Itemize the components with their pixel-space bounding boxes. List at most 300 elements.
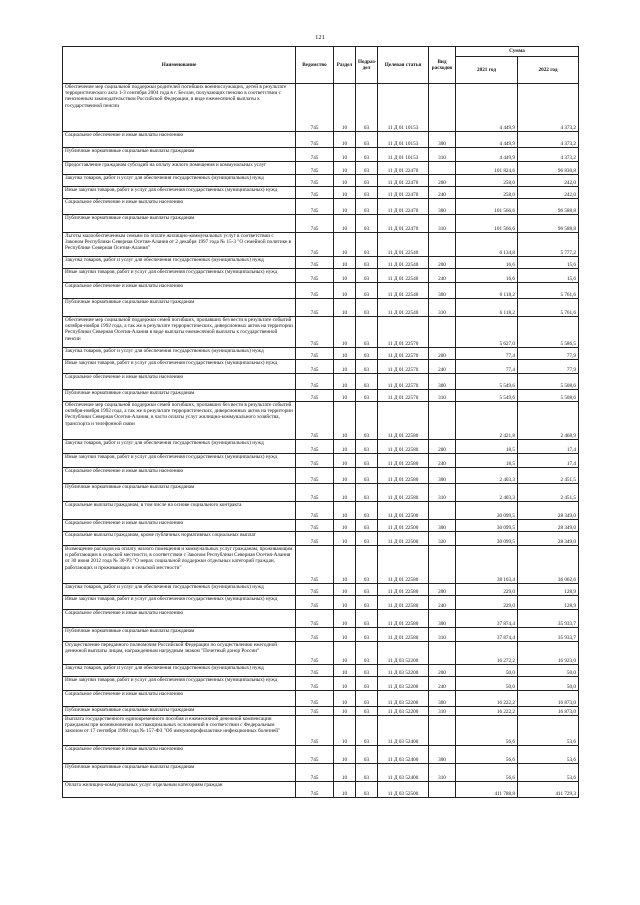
row-name: Закупка товаров, работ и услуг для обеспечения государственных (муниципальных) нужд: [63, 348, 296, 360]
row-subsection: 03: [356, 233, 378, 257]
row-section: 10: [334, 199, 356, 215]
row-type: 240: [429, 269, 456, 283]
row-sum-2022: 50,0: [518, 665, 579, 677]
row-sum-2021: 258,0: [456, 175, 518, 187]
row-sum-2021: 77,4: [456, 348, 518, 360]
row-type: 300: [429, 691, 456, 707]
row-article: 11 Д 01 22500: [378, 502, 429, 520]
row-sum-2021: 38 103,4: [456, 546, 518, 584]
row-subsection: 03: [356, 440, 378, 454]
row-subsection: 03: [356, 215, 378, 233]
col-header-sum: Сумма: [456, 47, 579, 57]
row-section: 10: [334, 215, 356, 233]
row-sum-2022: 5 508,6: [518, 390, 579, 402]
row-ministry: 745: [296, 440, 334, 454]
row-sum-2022: 35 933,7: [518, 610, 579, 628]
table-row: [63, 707, 579, 716]
row-sum-2021: 56,6: [456, 716, 518, 746]
row-article: 11 Д 01 10153: [378, 148, 429, 162]
row-article: 11 Д 01 22540: [378, 283, 429, 299]
row-type: [429, 502, 456, 520]
row-sum-2022: 77,9: [518, 360, 579, 374]
row-ministry: 745: [296, 257, 334, 269]
row-name: Публичные нормативные социальные выплаты гражданам: [63, 484, 296, 502]
row-article: 11 Д 01 22580: [378, 584, 429, 596]
row-subsection: 03: [356, 348, 378, 360]
row-type: 310: [429, 148, 456, 162]
row-sum-2021: 5 627,0: [456, 317, 518, 348]
row-name: Закупка товаров, работ и услуг для обеспечения государственных (муниципальных) нужд: [63, 584, 296, 596]
row-type: 240: [429, 454, 456, 468]
row-name: Закупка товаров, работ и услуг для обеспечения государственных (муниципальных) нужд: [63, 665, 296, 677]
row-ministry: 745: [296, 199, 334, 215]
row-subsection: 03: [356, 764, 378, 782]
row-sum-2022: 411 729,3: [518, 782, 579, 798]
row-name: Публичные нормативные социальные выплаты гражданам: [63, 707, 296, 716]
row-section: 10: [334, 132, 356, 148]
row-article: 11 Д 01 22470: [378, 187, 429, 199]
row-type: 300: [429, 468, 456, 484]
row-type: [429, 782, 456, 798]
row-article: 11 Д 01 22540: [378, 269, 429, 283]
row-article: 11 Д 01 22500: [378, 532, 429, 546]
table-row: [63, 132, 579, 148]
row-section: 10: [334, 782, 356, 798]
row-sum-2022: 28 349,0: [518, 502, 579, 520]
row-subsection: 03: [356, 199, 378, 215]
row-type: 310: [429, 215, 456, 233]
row-section: 10: [334, 520, 356, 532]
row-sum-2021: 4 449,9: [456, 132, 518, 148]
row-section: 10: [334, 269, 356, 283]
row-subsection: 03: [356, 187, 378, 199]
row-ministry: 745: [296, 642, 334, 665]
row-sum-2022: 96 588,8: [518, 199, 579, 215]
table-row: [63, 317, 579, 348]
row-subsection: 03: [356, 269, 378, 283]
row-ministry: 745: [296, 691, 334, 707]
table-row: [63, 665, 579, 677]
row-article: 11 Д 03 52200: [378, 707, 429, 716]
row-type: [429, 402, 456, 440]
table-row: [63, 148, 579, 162]
row-sum-2021: 16 222,2: [456, 707, 518, 716]
row-name: Обеспечение мер социальной поддержки семей погибших, пропавших без вести в результате событий октября-ноября 1992 года, а так же в результате террористических, диверсионных актов на территории Республики Северная Осетия-Алания в виде выплаты ежемесячной выплаты к государственной пенсии: [63, 317, 296, 348]
row-sum-2021: 37 874,4: [456, 610, 518, 628]
row-subsection: 03: [356, 257, 378, 269]
row-section: 10: [334, 532, 356, 546]
row-subsection: 03: [356, 390, 378, 402]
row-name: Социальное обеспечение и иные выплаты населению: [63, 199, 296, 215]
table-row: [63, 283, 579, 299]
row-ministry: 745: [296, 187, 334, 199]
row-name: Осуществление переданного полномочия Российской Федерации по осуществлению ежегодной денежной выплаты лицам, награжденным нагрудным знаком "Почетный донор России": [63, 642, 296, 665]
row-article: 11 Д 01 22580: [378, 402, 429, 440]
row-ministry: 745: [296, 546, 334, 584]
row-section: 10: [334, 360, 356, 374]
row-sum-2021: 30 099,5: [456, 532, 518, 546]
row-sum-2022: 16 873,0: [518, 691, 579, 707]
row-article: 11 Д 03 52200: [378, 691, 429, 707]
row-sum-2021: 229,0: [456, 584, 518, 596]
row-subsection: 03: [356, 502, 378, 520]
row-name: Обеспечение мер социальной поддержки родителей погибших военнослужащих, детей в результате террористического акта 1-3 сентября 2004 года в г. Беслан, получающих пенсию в соответствии с пенсионным законодательством Российской Федерации, в виде ежемесячной выплаты к государственной пенсии: [63, 84, 296, 132]
row-type: 310: [429, 390, 456, 402]
row-subsection: 03: [356, 707, 378, 716]
table-row: [63, 162, 579, 175]
row-ministry: 745: [296, 360, 334, 374]
row-subsection: 03: [356, 468, 378, 484]
row-sum-2022: 242,0: [518, 175, 579, 187]
row-name: Социальное обеспечение и иные выплаты населению: [63, 283, 296, 299]
row-type: [429, 233, 456, 257]
row-sum-2021: 16 222,2: [456, 691, 518, 707]
row-type: 240: [429, 187, 456, 199]
row-subsection: 03: [356, 454, 378, 468]
row-subsection: 03: [356, 374, 378, 390]
row-sum-2022: 5 508,6: [518, 374, 579, 390]
row-sum-2021: 4 449,9: [456, 148, 518, 162]
row-sum-2022: 50,0: [518, 677, 579, 691]
row-article: 11 Д 01 22470: [378, 215, 429, 233]
row-subsection: 03: [356, 317, 378, 348]
row-section: 10: [334, 502, 356, 520]
row-ministry: 745: [296, 215, 334, 233]
row-name: Публичные нормативные социальные выплаты гражданам: [63, 764, 296, 782]
table-row: [63, 215, 579, 233]
row-sum-2022: 4 373,2: [518, 148, 579, 162]
row-sum-2021: 56,6: [456, 746, 518, 764]
table-row: [63, 546, 579, 584]
row-sum-2021: 16,6: [456, 269, 518, 283]
row-ministry: 745: [296, 610, 334, 628]
row-type: 200: [429, 584, 456, 596]
row-name: Социальные выплаты гражданам, в том числе на основе социального контракта: [63, 502, 296, 520]
row-name: Социальное обеспечение и иные выплаты населению: [63, 746, 296, 764]
row-name: Иные закупки товаров, работ и услуг для обеспечения государственных (муниципальных) нужд: [63, 187, 296, 199]
row-name: Иные закупки товаров, работ и услуг для обеспечения государственных (муниципальных) нужд: [63, 596, 296, 610]
row-ministry: 745: [296, 317, 334, 348]
row-article: 11 Д 01 22540: [378, 299, 429, 317]
row-section: 10: [334, 691, 356, 707]
row-sum-2022: 15,6: [518, 257, 579, 269]
row-section: 10: [334, 764, 356, 782]
row-ministry: 745: [296, 468, 334, 484]
row-subsection: 03: [356, 642, 378, 665]
table-row: [63, 360, 579, 374]
row-section: 10: [334, 628, 356, 642]
row-article: 11 Д 01 22540: [378, 233, 429, 257]
row-sum-2021: 5 549,6: [456, 390, 518, 402]
row-sum-2022: 53,6: [518, 764, 579, 782]
table-row: [63, 782, 579, 798]
col-header-year-2022: 2022 год: [518, 57, 579, 84]
row-article: 11 Д 01 22500: [378, 520, 429, 532]
row-section: 10: [334, 484, 356, 502]
row-subsection: 03: [356, 283, 378, 299]
row-sum-2021: 18,5: [456, 454, 518, 468]
row-sum-2022: 128,9: [518, 596, 579, 610]
row-type: 240: [429, 677, 456, 691]
table-row: [63, 532, 579, 546]
row-type: 200: [429, 665, 456, 677]
row-section: 10: [334, 317, 356, 348]
row-article: 11 Д 03 52200: [378, 677, 429, 691]
row-type: 310: [429, 707, 456, 716]
row-name: Социальное обеспечение и иные выплаты населению: [63, 520, 296, 532]
row-type: 200: [429, 257, 456, 269]
row-name: Предоставление гражданам субсидий на оплату жилого помещения и коммунальных услуг: [63, 162, 296, 175]
row-subsection: 03: [356, 628, 378, 642]
row-name: Закупка товаров, работ и услуг для обеспечения государственных (муниципальных) нужд: [63, 175, 296, 187]
table-row: [63, 199, 579, 215]
row-ministry: 745: [296, 374, 334, 390]
row-article: 11 Д 01 10153: [378, 132, 429, 148]
row-article: 11 Д 01 22570: [378, 360, 429, 374]
row-article: 11 Д 03 52400: [378, 746, 429, 764]
row-article: 11 Д 01 22540: [378, 257, 429, 269]
row-sum-2022: 2 451,5: [518, 484, 579, 502]
row-section: 10: [334, 584, 356, 596]
row-name: Социальные выплаты гражданам, кроме публичных нормативных социальных выплат: [63, 532, 296, 546]
table-row: [63, 299, 579, 317]
row-sum-2021: 50,0: [456, 665, 518, 677]
row-sum-2022: 28 349,0: [518, 520, 579, 532]
table-row: [63, 440, 579, 454]
row-name: Публичные нормативные социальные выплаты гражданам: [63, 299, 296, 317]
table-row: [63, 596, 579, 610]
row-section: 10: [334, 233, 356, 257]
row-section: 10: [334, 665, 356, 677]
row-sum-2022: 36 062,6: [518, 546, 579, 584]
row-article: 11 Д 01 22470: [378, 162, 429, 175]
row-sum-2021: 56,6: [456, 764, 518, 782]
row-subsection: 03: [356, 360, 378, 374]
row-name: Публичные нормативные социальные выплаты гражданам: [63, 628, 296, 642]
row-type: 310: [429, 484, 456, 502]
row-name: Обеспечение мер социальной поддержки семей погибших, пропавших без вести в результате событий октября-ноября 1992 года, а так же в результате террористических, диверсионных актов на территории Республики Северная Осетия-Алания, в части оплаты услуг жилищно-коммунального хозяйства, транспорта и телефонной связи: [63, 402, 296, 440]
row-section: 10: [334, 642, 356, 665]
row-subsection: 03: [356, 402, 378, 440]
row-sum-2021: 6 118,2: [456, 299, 518, 317]
row-ministry: 745: [296, 596, 334, 610]
row-section: 10: [334, 257, 356, 269]
row-ministry: 745: [296, 584, 334, 596]
row-ministry: 745: [296, 716, 334, 746]
row-ministry: 745: [296, 162, 334, 175]
page-number: 121: [315, 34, 325, 41]
row-sum-2021: 4 449,9: [456, 84, 518, 132]
row-ministry: 745: [296, 390, 334, 402]
row-subsection: 03: [356, 132, 378, 148]
row-section: 10: [334, 84, 356, 132]
table-row: [63, 764, 579, 782]
row-sum-2022: 5 761,6: [518, 283, 579, 299]
row-name: Льготы малообеспеченным семьям по оплате жилищно-коммунальных услуг в соответствии с Законом Республики Северная Осетия-Алания от 2 декабря 1997 года № 15-3 "О семейной политике в Республике Северная Осетия-Алания": [63, 233, 296, 257]
row-article: 11 Д 01 22580: [378, 546, 429, 584]
row-subsection: 03: [356, 148, 378, 162]
row-sum-2021: 2 403,3: [456, 468, 518, 484]
row-ministry: 745: [296, 782, 334, 798]
row-subsection: 03: [356, 596, 378, 610]
table-row: [63, 484, 579, 502]
row-sum-2022: 242,0: [518, 187, 579, 199]
row-section: 10: [334, 440, 356, 454]
row-sum-2021: 258,0: [456, 187, 518, 199]
row-subsection: 03: [356, 691, 378, 707]
row-subsection: 03: [356, 546, 378, 584]
table-row: [63, 520, 579, 532]
row-section: 10: [334, 402, 356, 440]
row-sum-2021: 16,6: [456, 257, 518, 269]
row-name: Социальное обеспечение и иные выплаты населению: [63, 468, 296, 484]
row-sum-2022: 2 451,5: [518, 468, 579, 484]
row-name: Социальное обеспечение и иные выплаты населению: [63, 132, 296, 148]
row-name: Закупка товаров, работ и услуг для обеспечения государственных (муниципальных) нужд: [63, 257, 296, 269]
row-ministry: 745: [296, 148, 334, 162]
row-ministry: 745: [296, 502, 334, 520]
row-section: 10: [334, 596, 356, 610]
table-row: [63, 348, 579, 360]
row-type: 300: [429, 283, 456, 299]
row-article: 11 Д 03 52200: [378, 665, 429, 677]
table-row: [63, 628, 579, 642]
row-name: Социальное обеспечение и иные выплаты населению: [63, 691, 296, 707]
row-ministry: 745: [296, 746, 334, 764]
table-body: [63, 84, 579, 798]
row-type: 300: [429, 199, 456, 215]
table-row: [63, 454, 579, 468]
row-article: 11 Д 01 22580: [378, 596, 429, 610]
row-sum-2022: 4 373,2: [518, 132, 579, 148]
row-sum-2022: 77,9: [518, 348, 579, 360]
row-sum-2021: 37 874,4: [456, 628, 518, 642]
row-sum-2021: 101 824,6: [456, 162, 518, 175]
row-ministry: 745: [296, 84, 334, 132]
row-subsection: 03: [356, 520, 378, 532]
row-article: 11 Д 01 22580: [378, 454, 429, 468]
row-sum-2022: 17,4: [518, 454, 579, 468]
table-row: [63, 502, 579, 520]
row-sum-2022: 53,6: [518, 746, 579, 764]
row-type: 300: [429, 374, 456, 390]
row-subsection: 03: [356, 610, 378, 628]
row-sum-2022: 28 349,0: [518, 532, 579, 546]
row-name: Иные закупки товаров, работ и услуг для обеспечения государственных (муниципальных) нужд: [63, 454, 296, 468]
row-subsection: 03: [356, 746, 378, 764]
row-section: 10: [334, 707, 356, 716]
row-sum-2022: 2 468,9: [518, 402, 579, 440]
table-row: [63, 257, 579, 269]
row-type: 310: [429, 299, 456, 317]
row-type: 240: [429, 596, 456, 610]
row-section: 10: [334, 546, 356, 584]
row-article: 11 Д 01 22580: [378, 468, 429, 484]
table-row: [63, 746, 579, 764]
row-article: 11 Д 03 52200: [378, 642, 429, 665]
row-sum-2021: 101 566,6: [456, 199, 518, 215]
row-sum-2021: 30 099,5: [456, 502, 518, 520]
row-section: 10: [334, 746, 356, 764]
row-type: 200: [429, 348, 456, 360]
row-subsection: 03: [356, 584, 378, 596]
row-subsection: 03: [356, 162, 378, 175]
row-section: 10: [334, 175, 356, 187]
row-section: 10: [334, 374, 356, 390]
row-ministry: 745: [296, 532, 334, 546]
row-type: [429, 642, 456, 665]
row-article: 11 Д 03 52400: [378, 764, 429, 782]
row-subsection: 03: [356, 484, 378, 502]
row-type: [429, 716, 456, 746]
row-sum-2021: 229,0: [456, 596, 518, 610]
row-type: 300: [429, 746, 456, 764]
row-article: 11 Д 03 52500: [378, 782, 429, 798]
row-subsection: 03: [356, 532, 378, 546]
row-section: 10: [334, 468, 356, 484]
row-type: 200: [429, 175, 456, 187]
row-type: 310: [429, 764, 456, 782]
row-type: [429, 162, 456, 175]
row-type: 300: [429, 520, 456, 532]
table-row: [63, 642, 579, 665]
table-row: [63, 374, 579, 390]
row-subsection: 03: [356, 677, 378, 691]
table-row: [63, 584, 579, 596]
row-section: 10: [334, 283, 356, 299]
row-article: 11 Д 01 22580: [378, 610, 429, 628]
row-ministry: 745: [296, 348, 334, 360]
table-row: [63, 402, 579, 440]
row-type: [429, 84, 456, 132]
col-header-ministry: Ведомство: [296, 47, 334, 84]
row-ministry: 745: [296, 454, 334, 468]
row-sum-2022: 5 586,5: [518, 317, 579, 348]
row-article: 11 Д 01 22470: [378, 199, 429, 215]
row-name: Публичные нормативные социальные выплаты гражданам: [63, 148, 296, 162]
row-section: 10: [334, 390, 356, 402]
col-header-subsection: Подраз-дел: [356, 47, 378, 84]
row-article: 11 Д 01 22570: [378, 317, 429, 348]
row-sum-2022: 4 373,2: [518, 84, 579, 132]
row-name: Иные закупки товаров, работ и услуг для обеспечения государственных (муниципальных) нужд: [63, 269, 296, 283]
row-article: 11 Д 03 52400: [378, 716, 429, 746]
col-header-article: Целевая статья: [378, 47, 429, 84]
row-section: 10: [334, 187, 356, 199]
row-ministry: 745: [296, 402, 334, 440]
row-section: 10: [334, 716, 356, 746]
row-section: 10: [334, 677, 356, 691]
row-type: 320: [429, 532, 456, 546]
row-subsection: 03: [356, 299, 378, 317]
row-section: 10: [334, 162, 356, 175]
row-subsection: 03: [356, 782, 378, 798]
row-sum-2022: 5 761,6: [518, 299, 579, 317]
row-sum-2021: 6 118,2: [456, 283, 518, 299]
row-ministry: 745: [296, 132, 334, 148]
row-type: [429, 546, 456, 584]
row-subsection: 03: [356, 84, 378, 132]
row-section: 10: [334, 299, 356, 317]
table-row: [63, 610, 579, 628]
row-ministry: 745: [296, 707, 334, 716]
row-ministry: 745: [296, 299, 334, 317]
row-sum-2021: 18,5: [456, 440, 518, 454]
table-row: [63, 390, 579, 402]
row-sum-2022: 53,6: [518, 716, 579, 746]
row-article: 11 Д 01 22570: [378, 390, 429, 402]
row-name: Выплата государственного единовременного пособия и ежемесячной денежной компенсации гражданам при возникновении поствакцинальных осложнений в соответствии с Федеральным законом от 17 сентября 1998 года № 157-ФЗ "Об иммунопрофилактике инфекционных болезней": [63, 716, 296, 746]
